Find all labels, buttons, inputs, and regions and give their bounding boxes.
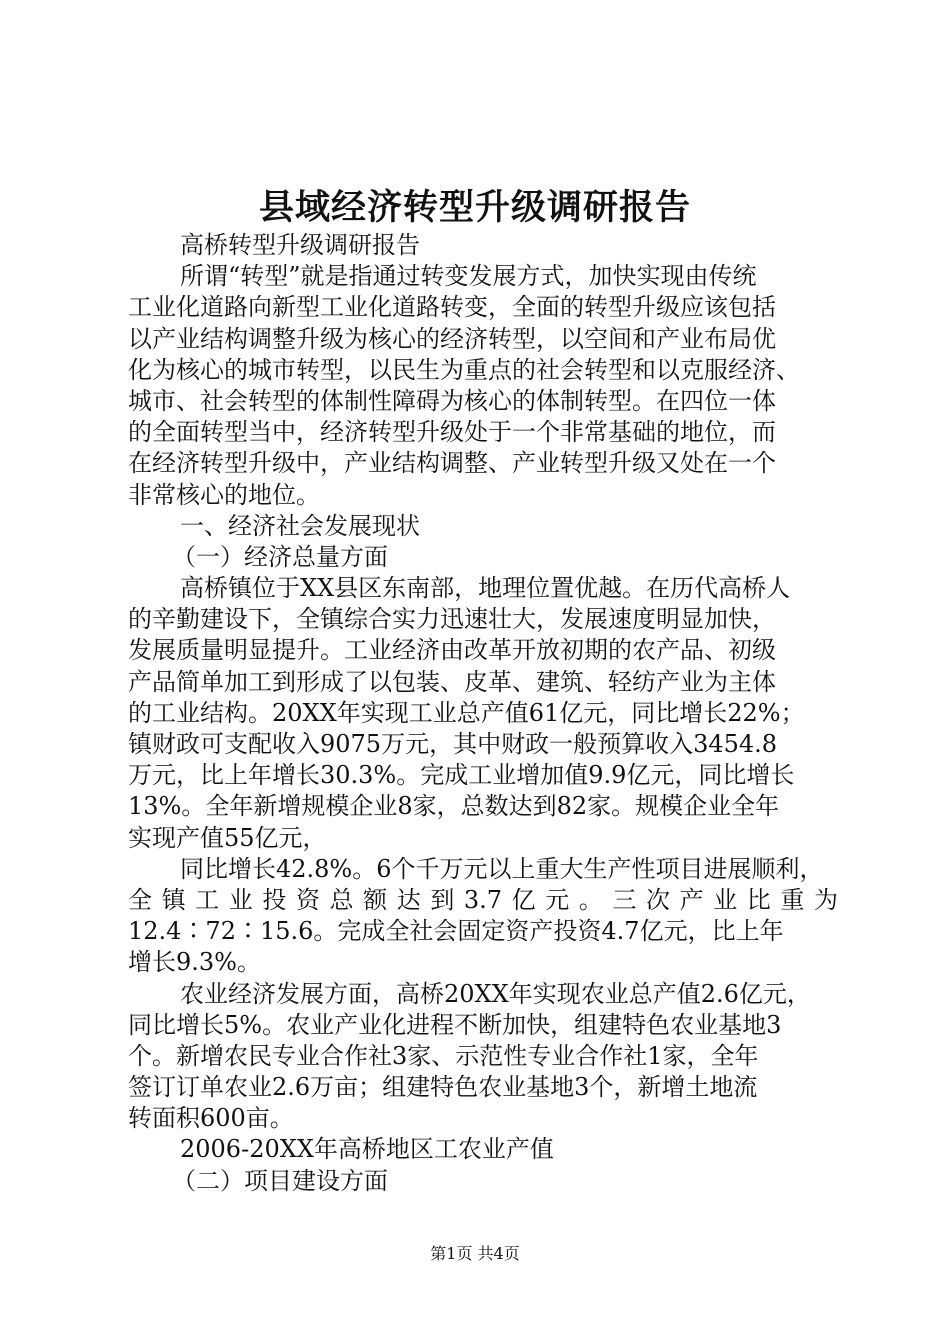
section-heading: 一、经济社会发展现状 bbox=[180, 511, 420, 540]
subsection-heading: （一）经济总量方面 bbox=[172, 542, 388, 571]
paragraph-line: 高桥镇位于XX县区东南部，地理位置优越。在历代高桥人 bbox=[180, 574, 791, 603]
paragraph-line: 全镇工业投资总额达到3.7亿元。三次产业比重为 bbox=[128, 885, 838, 914]
paragraph-line: 在经济转型升级中，产业结构调整、产业转型升级又处在一个 bbox=[128, 449, 776, 478]
paragraph-line: 产品简单加工到形成了以包装、皮革、建筑、轻纺产业为主体 bbox=[128, 667, 776, 696]
paragraph-line: 化为核心的城市转型，以民生为重点的社会转型和以克服经济、 bbox=[128, 355, 800, 384]
paragraph-line: 12.4∶72∶15.6。完成全社会固定资产投资4.7亿元，比上年 bbox=[128, 917, 784, 946]
paragraph-line: 万元，比上年增长30.3%。完成工业增加值9.9亿元，同比增长 bbox=[128, 761, 795, 790]
paragraph-line: 以产业结构调整升级为核心的经济转型，以空间和产业布局优 bbox=[128, 324, 776, 353]
document-body bbox=[128, 230, 838, 1197]
paragraph-line: 转面积600亩。 bbox=[128, 1104, 294, 1133]
paragraph-line: 13%。全年新增规模企业8家，总数达到82家。规模企业全年 bbox=[128, 792, 780, 821]
paragraph-line: 同比增长42.8%。6个千万元以上重大生产性项目进展顺利， bbox=[180, 854, 824, 883]
figure-caption: 2006-20XX年高桥地区工农业产值 bbox=[180, 1135, 554, 1164]
paragraph-line: 发展质量明显提升。工业经济由改革开放初期的农产品、初级 bbox=[128, 636, 776, 665]
paragraph-line: 非常核心的地位。 bbox=[128, 480, 320, 509]
paragraph-line: 增长9.3%。 bbox=[128, 948, 261, 977]
subsection-heading: （二）项目建设方面 bbox=[172, 1166, 388, 1195]
report-subtitle: 高桥转型升级调研报告 bbox=[180, 231, 420, 259]
paragraph-line: 城市、社会转型的体制性障碍为核心的体制转型。在四位一体 bbox=[128, 386, 776, 415]
paragraph-line: 的辛勤建设下，全镇综合实力迅速壮大，发展速度明显加快， bbox=[128, 605, 776, 634]
paragraph-line: 实现产值55亿元， bbox=[128, 823, 327, 852]
paragraph-line: 个。新增农民专业合作社3家、示范性专业合作社1家，全年 bbox=[128, 1041, 759, 1070]
paragraph-line: 农业经济发展方面，高桥20XX年实现农业总产值2.6亿元， bbox=[180, 979, 811, 1008]
paragraph-line: 签订订单农业2.6万亩；组建特色农业基地3个，新增土地流 bbox=[128, 1073, 758, 1102]
paragraph-line: 所谓“转型”就是指通过转变发展方式，加快实现由传统 bbox=[180, 262, 757, 291]
paragraph-line: 的全面转型当中，经济转型升级处于一个非常基础的地位，而 bbox=[128, 418, 776, 447]
paragraph-line: 同比增长5%。农业产业化进程不断加快，组建特色农业基地3 bbox=[128, 1010, 782, 1039]
document-title: 县域经济转型升级调研报告 bbox=[258, 187, 691, 228]
paragraph-line: 的工业结构。20XX年实现工业总产值61亿元，同比增长22%； bbox=[128, 698, 805, 727]
paragraph-line: 镇财政可支配收入9075万元，其中财政一般预算收入3454.8 bbox=[128, 730, 778, 758]
page-footer: 第1页 共4页 bbox=[430, 1244, 520, 1263]
paragraph-line: 工业化道路向新型工业化道路转变，全面的转型升级应该包括 bbox=[128, 293, 776, 322]
